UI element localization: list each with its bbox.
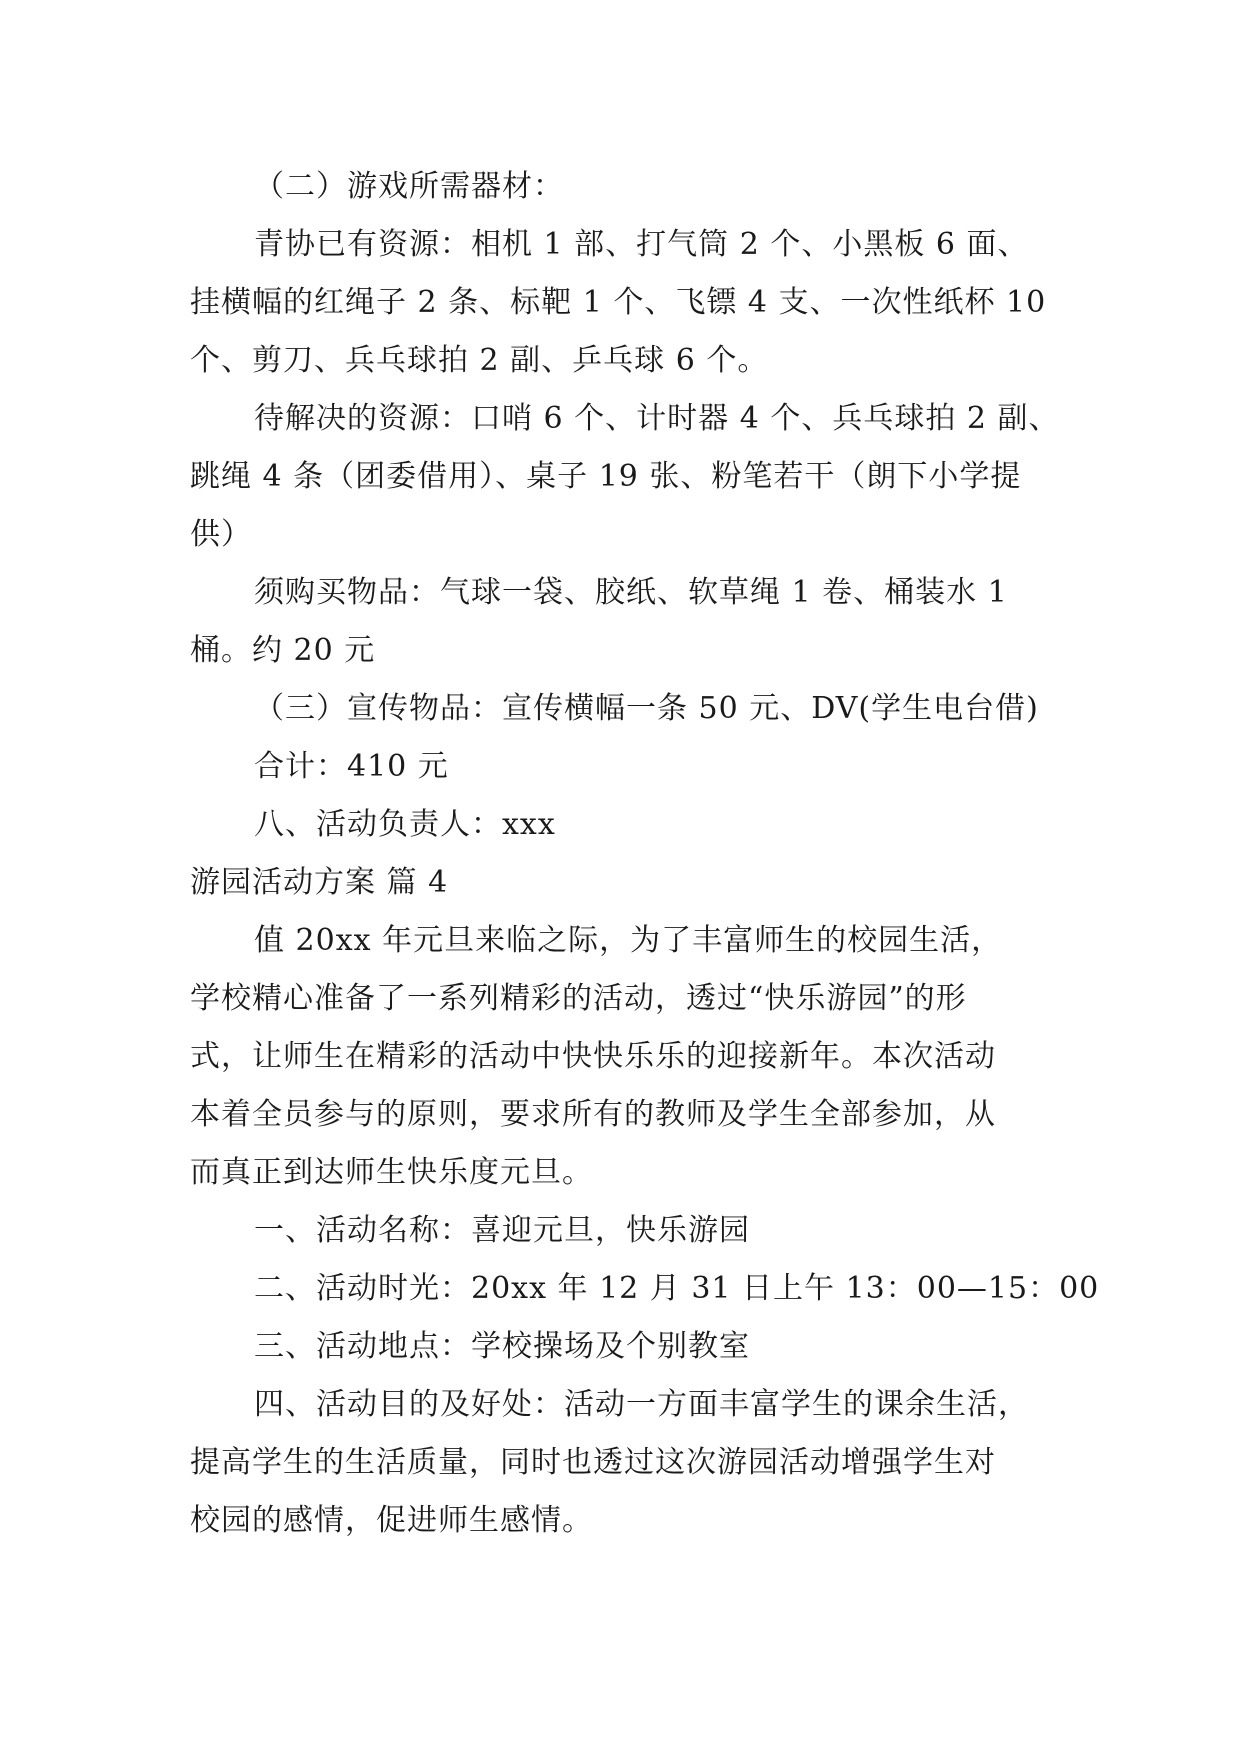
text-line: （三）宣传物品：宣传横幅一条 50 元、DV(学生电台借) [254, 691, 1039, 726]
text-line: 挂横幅的红绳子 2 条、标靶 1 个、飞镖 4 支、一次性纸杯 10 [190, 285, 1047, 320]
text-line: 本着全员参与的原则，要求所有的教师及学生全部参加，从 [190, 1097, 996, 1132]
text-line: 跳绳 4 条（团委借用）、桌子 19 张、粉笔若干（朗下小学提 [190, 459, 1022, 494]
text-line: 值 20xx 年元旦来临之际，为了丰富师生的校园生活， [254, 923, 1003, 958]
text-line: 式，让师生在精彩的活动中快快乐乐的迎接新年。本次活动 [190, 1039, 996, 1074]
text-line: 青协已有资源：相机 1 部、打气筒 2 个、小黑板 6 面、 [254, 227, 1029, 262]
text-line: 学校精心准备了一系列精彩的活动，透过“快乐游园”的形 [190, 981, 967, 1016]
text-line: 四、活动目的及好处：活动一方面丰富学生的课余生活， [254, 1387, 1029, 1422]
text-line: 校园的感情，促进师生感情。 [190, 1503, 593, 1538]
text-line: 三、活动地点：学校操场及个别教室 [254, 1329, 750, 1364]
text-line: 桶。约 20 元 [190, 633, 376, 668]
document-body [190, 158, 1100, 1550]
text-line: 供） [190, 517, 252, 552]
text-line: 提高学生的生活质量，同时也透过这次游园活动增强学生对 [190, 1445, 996, 1480]
text-line: 一、活动名称：喜迎元旦，快乐游园 [254, 1213, 750, 1248]
text-line: 待解决的资源：口哨 6 个、计时器 4 个、兵乓球拍 2 副、 [254, 401, 1060, 436]
text-line: 合计：410 元 [254, 749, 449, 784]
text-line: 游园活动方案 篇 4 [190, 865, 449, 900]
text-line: 八、活动负责人：xxx [254, 807, 556, 842]
text-line: 须购买物品：气球一袋、胶纸、软草绳 1 卷、桶装水 1 [254, 575, 1008, 610]
text-line: （二）游戏所需器材： [254, 169, 564, 204]
text-line: 个、剪刀、兵乓球拍 2 副、乒乓球 6 个。 [190, 343, 769, 378]
text-line: 二、活动时光：20xx 年 12 月 31 日上午 13：00—15：00 [254, 1271, 1100, 1306]
text-line: 而真正到达师生快乐度元旦。 [190, 1155, 593, 1190]
